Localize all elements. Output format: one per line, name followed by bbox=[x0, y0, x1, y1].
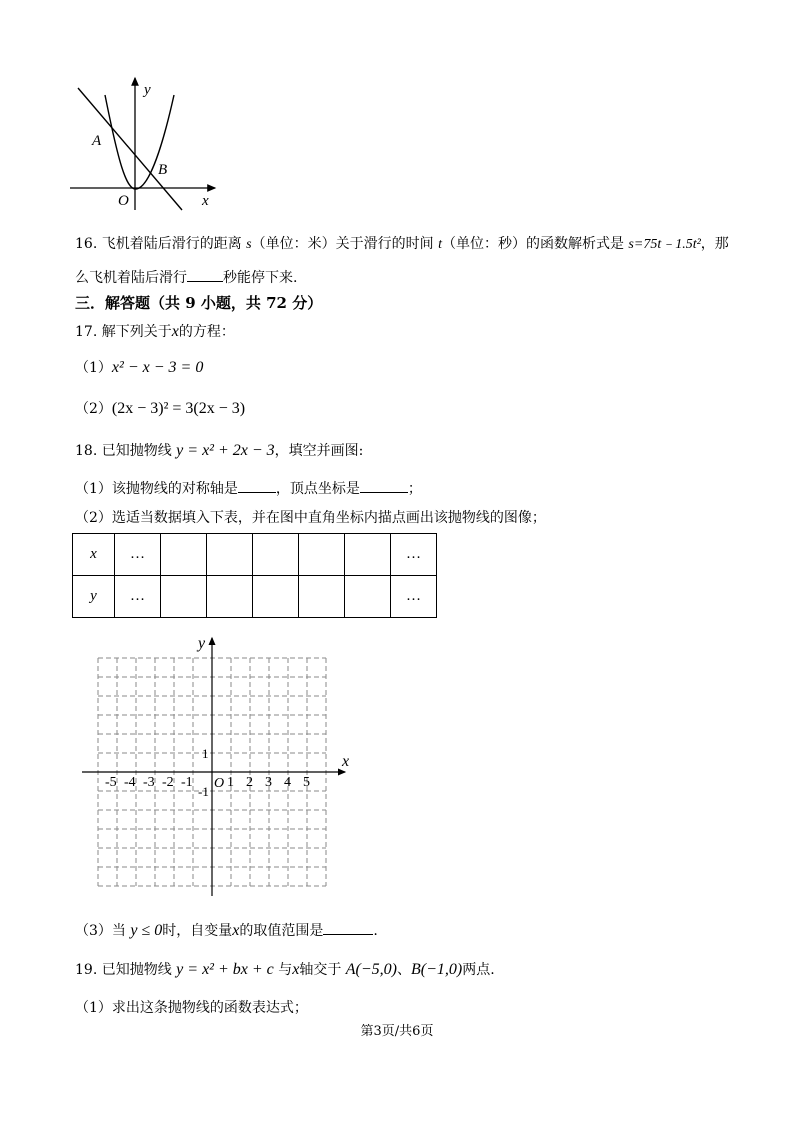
table-cell[interactable] bbox=[299, 576, 345, 618]
grid-origin-label: O bbox=[214, 776, 225, 791]
table-row bbox=[73, 534, 437, 576]
table-cell: … bbox=[115, 534, 161, 576]
q18-part2: （2）选适当数据填入下表，并在图中直角坐标内描点画出该抛物线的图像； bbox=[75, 510, 546, 526]
table-cell[interactable] bbox=[345, 576, 391, 618]
q17-text-a: 17. 解下列关于 bbox=[75, 324, 172, 340]
y-tick-label: 1 bbox=[202, 746, 209, 761]
q19-text-a: 19. 已知抛物线 bbox=[75, 962, 177, 978]
q17-var-x: x bbox=[171, 323, 179, 340]
x-tick-label: 2 bbox=[246, 775, 253, 790]
table-cell: x bbox=[73, 534, 115, 576]
table-cell[interactable] bbox=[161, 534, 207, 576]
q16-var-t: t bbox=[438, 237, 442, 252]
q18-p3-text-d: . bbox=[373, 923, 378, 939]
section-3-title: 三．解答题（共 9 小题，共 72 分） bbox=[75, 294, 323, 312]
q19-text-d: 两点. bbox=[462, 962, 495, 978]
table-cell: y bbox=[73, 576, 115, 618]
q18-p3-var-x: x bbox=[232, 922, 240, 939]
grid-y-label: y bbox=[198, 635, 206, 652]
q18-p3-text-b: 时，自变量 bbox=[162, 923, 233, 939]
q18-range-blank[interactable] bbox=[323, 920, 373, 935]
q19-intro bbox=[75, 960, 495, 980]
y-axis-label: y bbox=[144, 82, 151, 98]
table-cell[interactable] bbox=[345, 534, 391, 576]
q18-p3-text-c: 的取值范围是 bbox=[239, 923, 324, 939]
q18-part3 bbox=[75, 920, 378, 941]
x-tick-label: -3 bbox=[143, 775, 155, 790]
y-tick-label: -1 bbox=[198, 784, 209, 799]
q16-var-s: s bbox=[246, 237, 252, 252]
q18-p1-text-b: ，顶点坐标是 bbox=[275, 481, 360, 497]
q17-text-b: 的方程： bbox=[178, 324, 235, 340]
q18-part1 bbox=[75, 478, 422, 499]
x-tick-label: 3 bbox=[265, 775, 272, 790]
table-cell[interactable] bbox=[253, 534, 299, 576]
x-tick-label: -4 bbox=[124, 775, 136, 790]
q16-text-e: 么飞机着陆后滑行 bbox=[75, 270, 187, 286]
grid-x-label: x bbox=[342, 753, 350, 770]
x-axis-label: x bbox=[202, 193, 209, 209]
q18-text-a: 18. 已知抛物线 bbox=[75, 443, 177, 459]
q16-formula: s=75t﹣1.5t² bbox=[628, 237, 701, 252]
q16-line1 bbox=[75, 234, 729, 255]
q19-text-b: 与 bbox=[273, 962, 293, 978]
q17-p2-equation: (2x − 3)² = 3(2x − 3) bbox=[111, 400, 246, 417]
q17-part1 bbox=[75, 358, 203, 378]
coordinate-grid[interactable] bbox=[70, 630, 370, 900]
q18-p1-text-c: ； bbox=[407, 481, 422, 497]
table-cell[interactable] bbox=[161, 576, 207, 618]
q16-text-a: 16. 飞机着陆后滑行的距离 bbox=[75, 236, 247, 252]
table-cell: … bbox=[115, 576, 161, 618]
q19-text-c: 轴交于 bbox=[299, 962, 346, 978]
table-cell: … bbox=[391, 576, 437, 618]
point-b-label: B bbox=[158, 162, 168, 178]
q19-equation: y = x² + bx + c bbox=[176, 961, 274, 978]
x-tick-label: -5 bbox=[105, 775, 117, 790]
q18-p1-text-a: （1）该抛物线的对称轴是 bbox=[75, 481, 238, 497]
parabola-line-figure bbox=[60, 70, 230, 215]
x-tick-label: 1 bbox=[227, 775, 234, 790]
q18-equation: y = x² + 2x − 3 bbox=[176, 442, 275, 459]
q16-text-f: 秒能停下来. bbox=[223, 270, 298, 286]
q17-part2 bbox=[75, 399, 245, 419]
table-cell: … bbox=[391, 534, 437, 576]
line-ab bbox=[78, 88, 182, 210]
q18-value-table bbox=[72, 533, 437, 618]
q16-text-d: ，那 bbox=[700, 236, 729, 252]
table-cell[interactable] bbox=[253, 576, 299, 618]
q17-p2-label: （2） bbox=[75, 401, 112, 417]
q17-p1-equation: x² − x − 3 = 0 bbox=[111, 359, 204, 376]
table-cell[interactable] bbox=[207, 576, 253, 618]
q18-p3-text-a: （3）当 bbox=[75, 923, 131, 939]
table-cell[interactable] bbox=[207, 534, 253, 576]
q16-line2 bbox=[75, 267, 297, 288]
q16-text-c: （单位：秒）的函数解析式是 bbox=[441, 236, 629, 252]
x-tick-label: -1 bbox=[181, 775, 193, 790]
q18-intro bbox=[75, 441, 363, 461]
q18-p3-condition: y ≤ 0 bbox=[130, 922, 163, 939]
q19-sep: 、 bbox=[397, 962, 412, 978]
q18-axis-blank[interactable] bbox=[238, 478, 276, 493]
table-row bbox=[73, 576, 437, 618]
q19-var-x: x bbox=[292, 961, 300, 978]
q17-p1-label: （1） bbox=[75, 360, 112, 376]
q19-part1: （1）求出这条抛物线的函数表达式； bbox=[75, 1000, 308, 1016]
point-a-label: A bbox=[92, 133, 102, 149]
q19-point-a: A(−5,0) bbox=[345, 961, 398, 978]
q16-text-b: （单位：米）关于滑行的时间 bbox=[251, 236, 439, 252]
page-number: 第3页/共6页 bbox=[360, 1024, 434, 1039]
q19-point-b: B(−1,0) bbox=[411, 961, 463, 978]
x-tick-label: 4 bbox=[284, 775, 291, 790]
q16-answer-blank[interactable] bbox=[187, 267, 223, 282]
x-tick-label: -2 bbox=[162, 775, 174, 790]
q18-text-b: ，填空并画图: bbox=[274, 443, 364, 459]
table-cell[interactable] bbox=[299, 534, 345, 576]
origin-label: O bbox=[118, 193, 129, 209]
q18-vertex-blank[interactable] bbox=[360, 478, 408, 493]
x-tick-label: 5 bbox=[303, 775, 310, 790]
q17-intro bbox=[75, 322, 235, 342]
